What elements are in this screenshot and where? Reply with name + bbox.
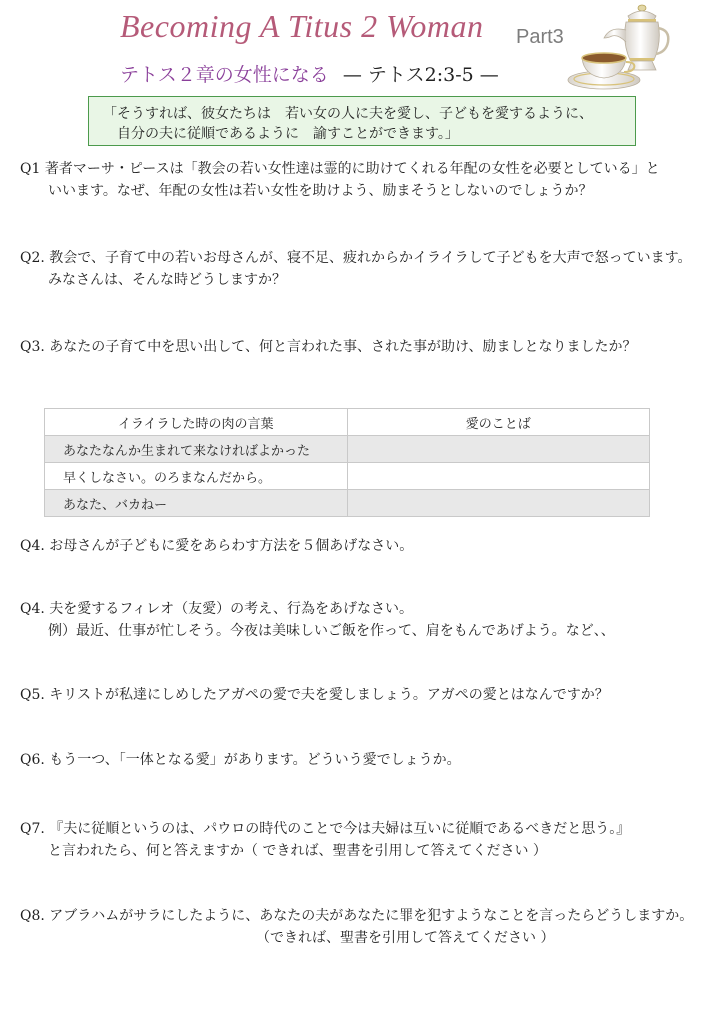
question-1	[20, 158, 660, 202]
table-header-flesh: イライラした時の肉の言葉	[45, 409, 348, 436]
table-row	[45, 463, 650, 490]
verse-line-2: 自分の夫に従順であるように 諭すことができます。」	[117, 126, 459, 142]
table-cell-flesh: あなたなんか生まれて来なければよかった	[45, 436, 348, 463]
question-1-line-2: いいます。なぜ、年配の女性は若い女性を助けよう、励まそうとしないのでしょうか？	[48, 183, 593, 199]
question-1-line-1: Q1 著者マーサ・ピースは「教会の若い女性達は霊的に助けてくれる年配の女性を必要としている」と	[20, 161, 660, 177]
teapot-and-cup-icon	[564, 2, 674, 92]
question-3	[20, 336, 636, 358]
question-4b-line-2: 例）最近、仕事が忙しそう。今夜は美味しいご飯を作って、肩をもんであげよう。など、、	[48, 623, 615, 639]
words-comparison-table	[44, 408, 650, 517]
question-2-line-1: Q2. 教会で、子育て中の若いお母さんが、寝不足、疲れからかイライラして子どもを大声で怒っています。	[20, 250, 692, 266]
question-2	[20, 247, 691, 291]
question-8-line-1: Q8. アブラハムがサラにしたように、あなたの夫があなたに罪を犯すようなことを言ったらどうしますか。	[20, 908, 694, 924]
scripture-verse-box	[88, 96, 636, 146]
question-6-line-1: Q6. もう一つ、「一体となる愛」があります。どういう愛でしょうか。	[20, 752, 461, 768]
question-3-line-1: Q3. あなたの子育て中を思い出して、何と言われた事、された事が助け、励ましとなりましたか？	[20, 339, 637, 355]
question-8-line-2: （できれば、聖書を引用して答えてください ）	[256, 930, 555, 946]
table-cell-love[interactable]	[347, 463, 650, 490]
table-header-love: 愛のことば	[347, 409, 650, 436]
table-cell-flesh: あなた、バカねー	[45, 490, 348, 517]
question-4b	[20, 598, 615, 642]
question-7-line-2: と言われたら、何と答えますか（ できれば、聖書を引用して答えてください ）	[48, 843, 547, 859]
table-row	[45, 436, 650, 463]
part-label: Part3	[516, 26, 564, 48]
question-4b-line-1: Q4. 夫を愛するフィレオ（友愛）の考え、行為をあげなさい。	[20, 601, 414, 617]
question-2-line-2: みなさんは、そんな時どうしますか？	[48, 272, 286, 288]
question-6	[20, 749, 461, 771]
table-row	[45, 490, 650, 517]
verse-line-1: 「そうすれば、彼女たちは 若い女の人に夫を愛し、子どもを愛するように、	[103, 106, 593, 122]
table-cell-love[interactable]	[347, 490, 650, 517]
question-5	[20, 684, 609, 706]
table-cell-flesh: 早くしなさい。のろまなんだから。	[45, 463, 348, 490]
table-cell-love[interactable]	[347, 436, 650, 463]
subtitle	[120, 60, 499, 87]
scripture-reference: — テトス2:3-5 —	[342, 64, 499, 86]
page-title: Becoming A Titus 2 Woman	[120, 8, 484, 44]
question-7-line-1: Q7. 『夫に従順というのは、パウロの時代のことで今は夫婦は互いに従順であるべきだと思う。』	[20, 821, 631, 837]
question-5-line-1: Q5. キリストが私達にしめしたアガペの愛で夫を愛しましょう。アガペの愛とはなんですか？	[20, 687, 609, 703]
question-4a	[20, 535, 413, 557]
question-4a-line-1: Q4. お母さんが子どもに愛をあらわす方法を５個あげなさい。	[20, 538, 414, 554]
subtitle-text: テトス２章の女性になる	[120, 64, 329, 86]
question-8	[20, 905, 693, 949]
question-7	[20, 818, 630, 862]
